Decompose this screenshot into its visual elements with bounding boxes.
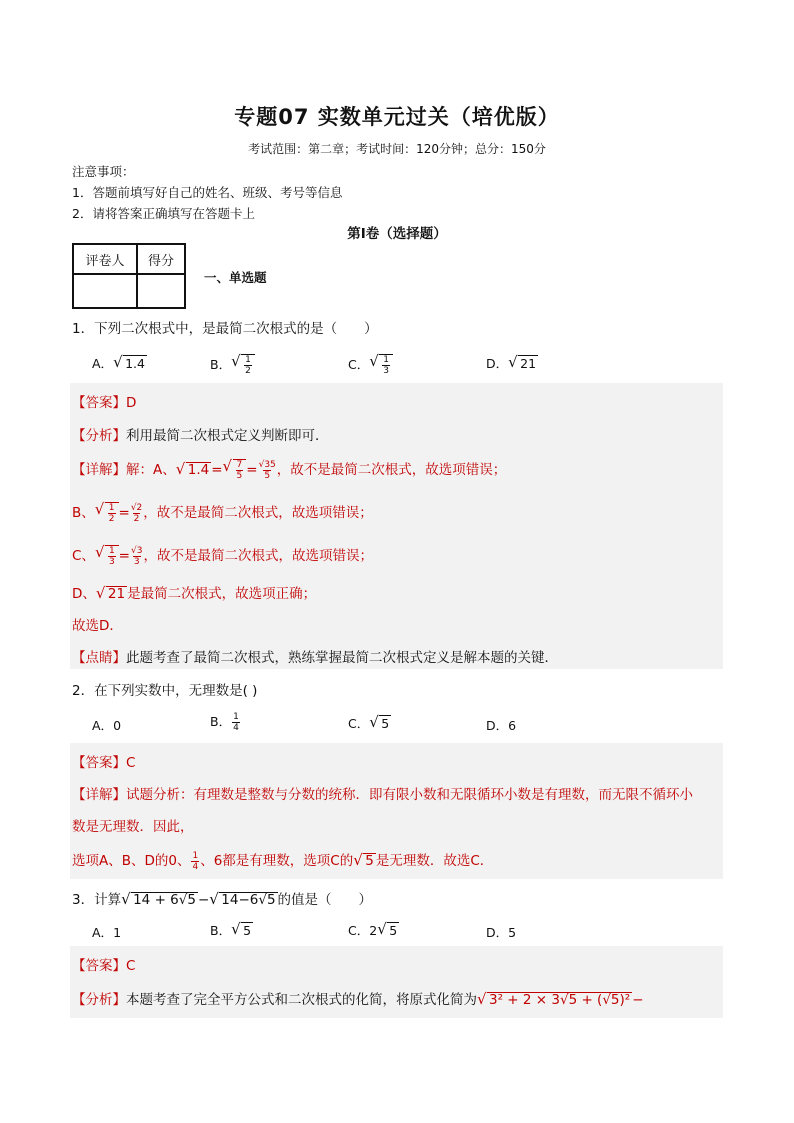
q3-answer: 【答案】C (72, 958, 136, 974)
q1-option-a: A． √ 1.4 (92, 353, 145, 371)
sqrt: √ 1.4 (113, 353, 145, 371)
q2-detail-line3: 选项A、B、D的0、 $\frac{1}{4}$ 、6都是有理数，选项C的 √ 5 是无理数．故选C． (72, 850, 494, 872)
q2-option-d: D．6 (486, 718, 517, 733)
score-header: 得分 (137, 244, 185, 274)
q3-answer-box (70, 946, 723, 1018)
volume-title: 第I卷（选择题） (347, 226, 447, 242)
q1-conclusion: 故选D． (72, 618, 123, 634)
q3-analysis: 【分析】本题考查了完全平方公式和二次根式的化简，将原式化简为 √ 3² + 2 × 3√5 + (√5)² − (72, 990, 644, 1008)
grader-header: 评卷人 (73, 244, 137, 274)
notes-block (72, 161, 342, 224)
q1-comment: 【点睛】此题考查了最简二次根式，熟练掌握最简二次根式定义是解本题的关键． (72, 650, 558, 666)
q2-answer-box (70, 743, 723, 879)
question-2-stem: 2．在下列实数中，无理数是( ) (72, 683, 258, 699)
q1-answer: 【答案】D (72, 395, 137, 411)
section-title: 一、单选题 (204, 270, 267, 285)
q1-detail-d: D、 √ 21 是最简二次根式，故选项正确； (72, 584, 317, 602)
q1-detail-a: 【详解】解：A、 √ 1.4 = √ $\frac{7}{5}$ = $\frac{√35}{5}$ ，故不是最简二次根式，故选项错误； (72, 456, 507, 481)
grader-cell (73, 274, 137, 308)
q2-option-c: C． √ 5 (348, 713, 390, 731)
q2-option-b: B． $\frac{1}{4}$ (210, 712, 239, 733)
q1-answer-box (70, 383, 723, 669)
q1-detail-c: C、 √ $\frac{1}{3}$ = $\frac{√3}{3}$ ，故不是最简二次根式，故选项错误； (72, 542, 373, 567)
q1-option-d: D． √ 21 (486, 353, 537, 371)
q1-detail-b: B、 √ $\frac{1}{2}$ = $\frac{√2}{2}$ ，故不是最简二次根式，故选项错误； (72, 499, 373, 524)
q2-detail-line2: 数是无理数．因此， (72, 819, 194, 835)
q3-option-d: D．5 (486, 925, 517, 940)
question-1-stem: 1．下列二次根式中，是最简二次根式的是（ ） (72, 321, 378, 337)
notes-heading: 注意事项： (72, 164, 135, 179)
q2-option-a: A．0 (92, 718, 122, 733)
note-item: 2．请将答案正确填写在答题卡上 (72, 206, 255, 221)
q1-option-c: C． √ $\frac{1}{3}$ (348, 354, 393, 376)
q2-detail-line1: 【详解】试题分析：有理数是整数与分数的统称．即有限小数和无限循环小数是有理数，而无限不循环小 (72, 787, 693, 803)
q2-answer: 【答案】C (72, 755, 136, 771)
q3-option-a: A．1 (92, 925, 122, 940)
q3-option-c: C．2 √ 5 (348, 920, 398, 938)
note-item: 1．答题前填写好自己的姓名、班级、考号等信息 (72, 185, 343, 200)
q1-option-b: B． √ $\frac{1}{2}$ (210, 354, 255, 376)
score-table (72, 243, 186, 309)
q1-analysis: 【分析】利用最简二次根式定义判断即可． (72, 428, 329, 444)
score-cell (137, 274, 185, 308)
q3-option-b: B． √ 5 (210, 920, 252, 938)
page-title: 专题07 实数单元过关（培优版） (234, 105, 560, 129)
exam-info: 考试范围：第二章；考试时间：120分钟；总分：150分 (248, 142, 546, 156)
question-3-stem: 3．计算 √ 14 + 6√5 − √ 14−6√5 的值是（ ） (72, 890, 373, 908)
